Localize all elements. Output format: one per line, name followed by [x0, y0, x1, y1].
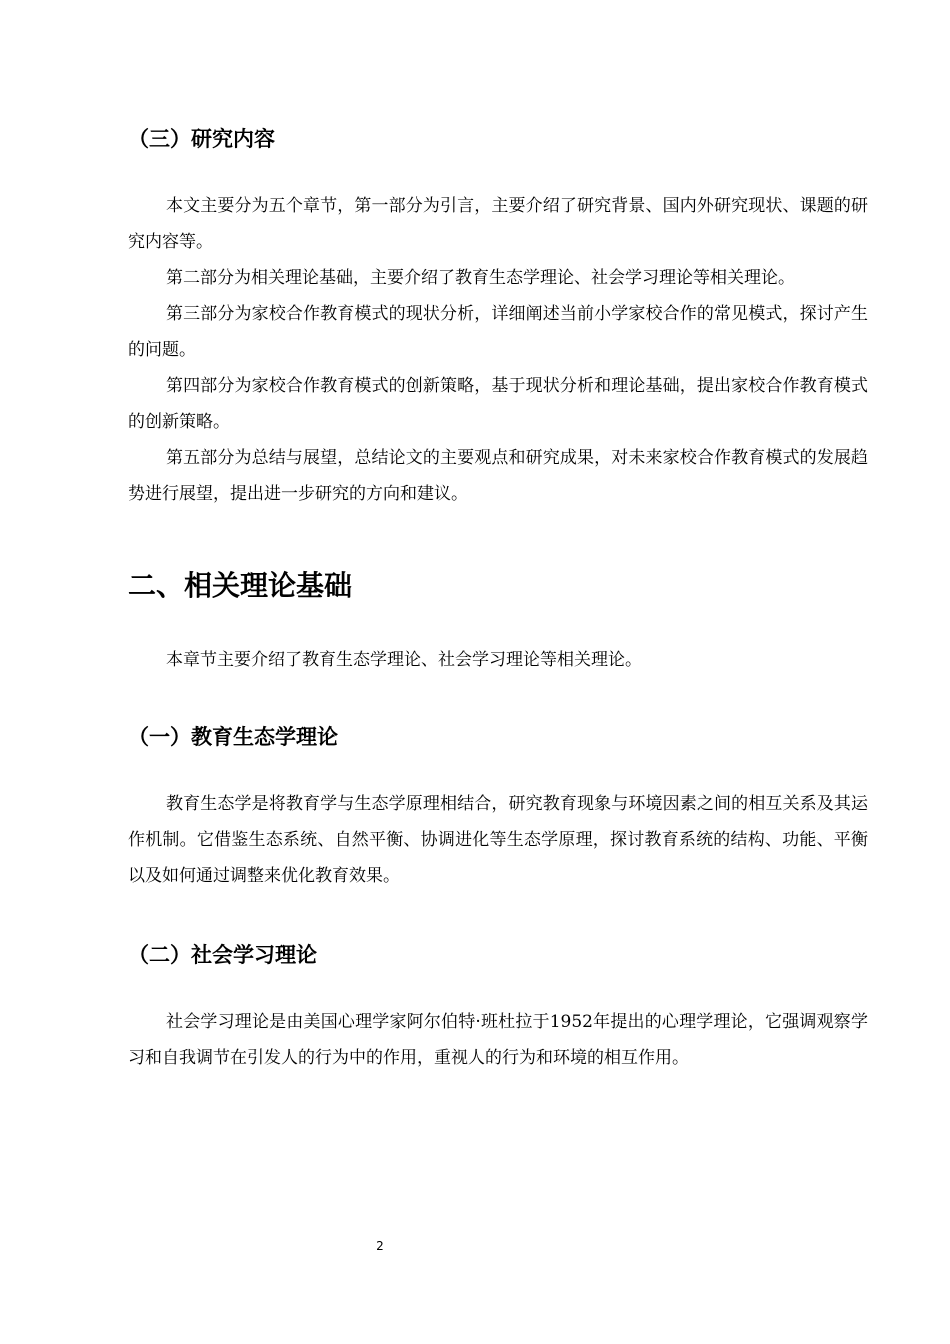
- paragraph-part-three: 第三部分为家校合作教育模式的现状分析，详细阐述当前小学家校合作的常见模式，探讨产生的问题。: [128, 304, 868, 360]
- section-heading-research-content: （三）研究内容: [128, 127, 275, 151]
- paragraph-social-learning: 社会学习理论是由美国心理学家阿尔伯特·班杜拉于1952年提出的心理学理论，它强调观察学习和自我调节在引发人的行为中的作用，重视人的行为和环境的相互作用。: [128, 1012, 868, 1068]
- paragraph-part-five: 第五部分为总结与展望，总结论文的主要观点和研究成果，对未来家校合作教育模式的发展趋势进行展望，提出进一步研究的方向和建议。: [128, 448, 868, 504]
- paragraph-part-two: 第二部分为相关理论基础，主要介绍了教育生态学理论、社会学习理论等相关理论。: [166, 268, 795, 288]
- paragraph-part-four: 第四部分为家校合作教育模式的创新策略，基于现状分析和理论基础，提出家校合作教育模式的创新策略。: [128, 376, 868, 432]
- paragraph-chapter-two-intro: 本章节主要介绍了教育生态学理论、社会学习理论等相关理论。: [166, 650, 642, 670]
- section-heading-social-learning: （二）社会学习理论: [128, 943, 317, 967]
- section-heading-educational-ecology: （一）教育生态学理论: [128, 725, 338, 749]
- chapter-heading-theory: 二、相关理论基础: [128, 569, 353, 602]
- page-number: 2: [376, 1239, 384, 1253]
- paragraph-chapter-overview: 本文主要分为五个章节，第一部分为引言，主要介绍了研究背景、国内外研究现状、课题的研究内容等。: [128, 196, 868, 252]
- paragraph-educational-ecology: 教育生态学是将教育学与生态学原理相结合，研究教育现象与环境因素之间的相互关系及其运作机制。它借鉴生态系统、自然平衡、协调进化等生态学原理，探讨教育系统的结构、功能、平衡以及如何通过调整来优化教育效果。: [128, 794, 868, 886]
